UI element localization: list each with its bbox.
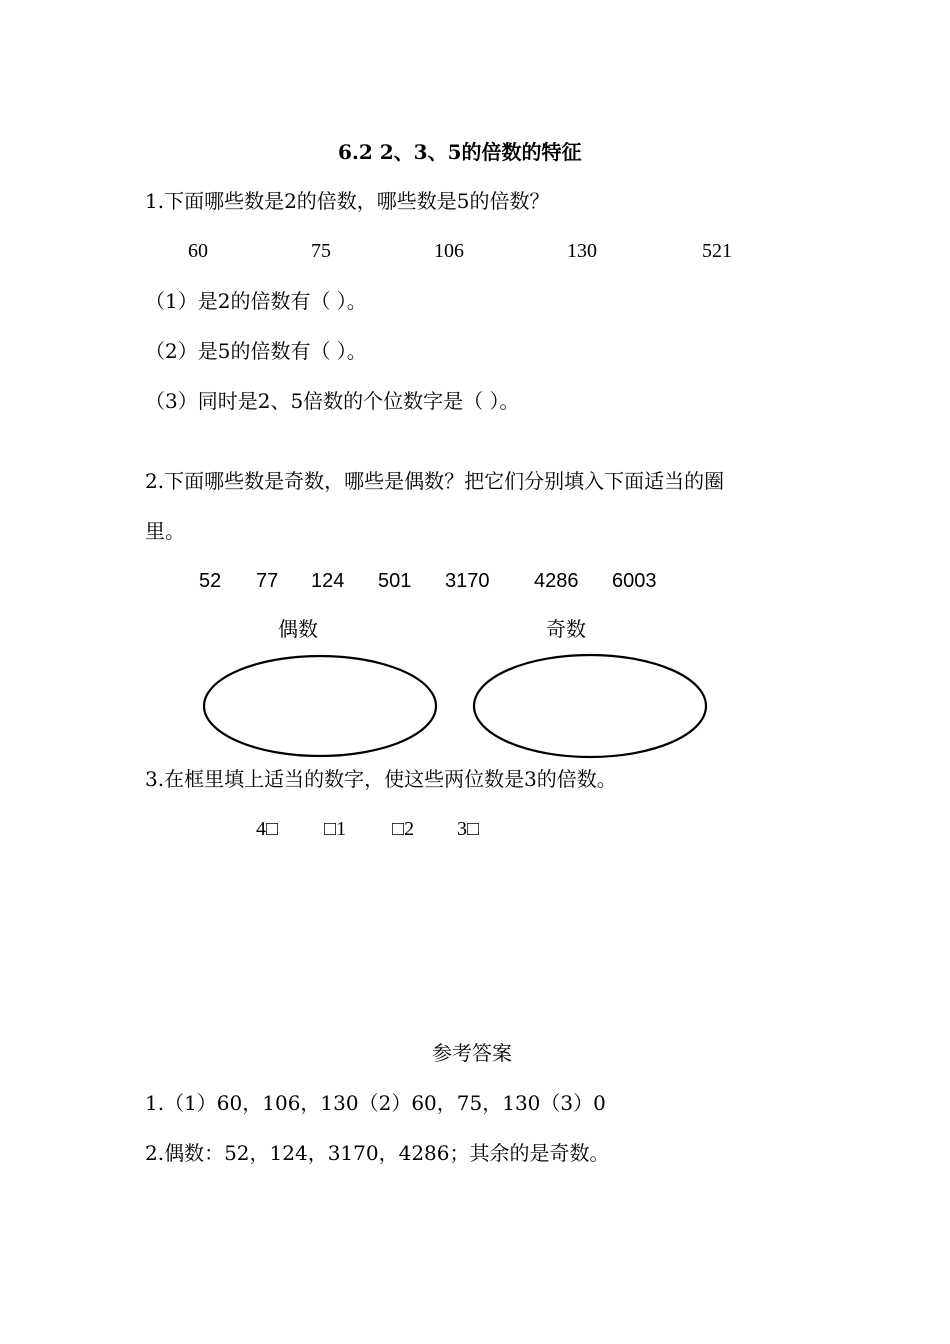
q1-blank-line: （1）是2的倍数有（ ）。 [145, 289, 367, 313]
q2-number: 501 [378, 570, 412, 592]
q3-item[interactable]: 4□ [256, 818, 279, 840]
q3-prompt: 3.在框里填上适当的数字，使这些两位数是3的倍数。 [145, 767, 617, 791]
q3-item[interactable]: □1 [324, 818, 347, 840]
q1-number: 60 [188, 240, 208, 262]
q1-number: 130 [567, 240, 597, 262]
q2-number: 3170 [445, 570, 490, 592]
q1-blank-line: （3）同时是2、5倍数的个位数字是（ ）。 [145, 389, 520, 413]
q1-prompt: 1.下面哪些数是2的倍数，哪些数是5的倍数？ [145, 189, 550, 213]
odd-label: 奇数 [546, 617, 586, 641]
q3-item[interactable]: 3□ [457, 818, 480, 840]
q2-number: 124 [311, 570, 345, 592]
answer-1: 1.（1）60，106，130（2）60，75，130（3）0 [145, 1091, 606, 1115]
page-title: 6.2 2、3、5的倍数的特征 [338, 140, 582, 164]
q2-number: 77 [256, 570, 279, 592]
even-label: 偶数 [278, 617, 318, 641]
q1-blank-line: （2）是5的倍数有（ ）。 [145, 339, 367, 363]
odd-circle[interactable] [474, 655, 706, 757]
q2-number: 6003 [612, 570, 657, 592]
q3-item[interactable]: □2 [392, 818, 415, 840]
even-circle[interactable] [204, 656, 436, 756]
q2-number: 52 [199, 570, 222, 592]
q1-number: 106 [434, 240, 464, 262]
q1-number: 521 [702, 240, 732, 262]
answers-heading: 参考答案 [432, 1041, 512, 1065]
q2-prompt-continued: 里。 [145, 519, 185, 543]
q1-number: 75 [311, 240, 331, 262]
answer-2: 2.偶数：52，124，3170，4286；其余的是奇数。 [145, 1141, 610, 1165]
q2-number: 4286 [534, 570, 579, 592]
q2-prompt: 2.下面哪些数是奇数，哪些是偶数？把它们分别填入下面适当的圈 [145, 469, 725, 493]
